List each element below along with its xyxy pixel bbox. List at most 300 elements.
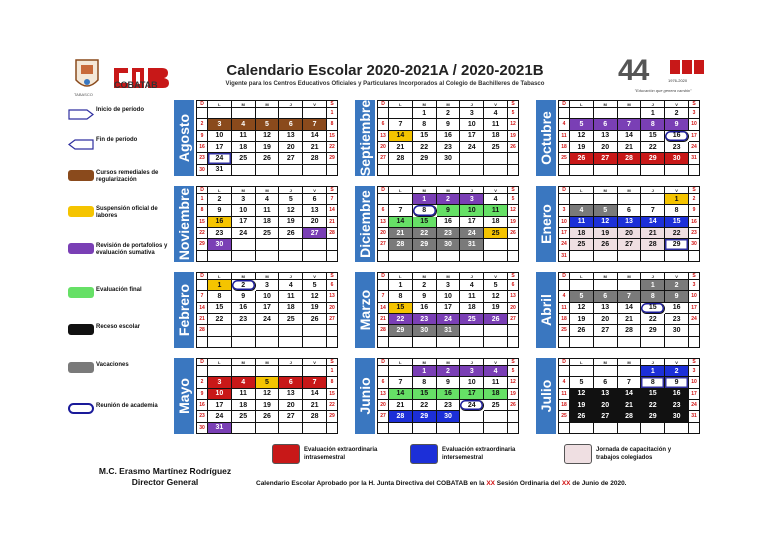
day-cell: 25 <box>484 228 508 239</box>
day-cell: 5 <box>484 280 508 291</box>
day-cell: 9 <box>437 377 461 388</box>
day-cell <box>279 108 303 119</box>
day-cell: 30 <box>665 153 689 164</box>
month-grid <box>196 272 338 348</box>
day-cell: 2 <box>437 108 461 119</box>
day-cell: 5 <box>570 119 594 130</box>
day-cell: 4 <box>484 366 508 377</box>
day-cell: 29 <box>197 239 208 250</box>
day-cell: 21 <box>389 400 413 411</box>
day-cell: 27 <box>618 239 642 250</box>
day-cell: 28 <box>303 153 327 164</box>
weekday-header: J <box>641 359 665 366</box>
day-cell: 25 <box>232 411 256 422</box>
motto: "Educación que genera cambio" <box>634 88 692 93</box>
day-cell: 17 <box>689 131 700 142</box>
day-cell <box>208 108 232 119</box>
day-cell <box>594 423 618 434</box>
day-cell: 20 <box>303 217 327 228</box>
day-cell: 3 <box>437 280 461 291</box>
day-cell: 15 <box>208 303 232 314</box>
month-tab <box>536 186 556 262</box>
day-cell: 24 <box>460 142 484 153</box>
day-cell: 7 <box>618 119 642 130</box>
day-cell: 21 <box>378 314 389 325</box>
day-cell: 31 <box>208 423 232 434</box>
day-cell: 29 <box>665 239 689 250</box>
day-cell: 22 <box>327 400 338 411</box>
day-cell: 4 <box>256 194 280 205</box>
day-cell: 9 <box>437 119 461 130</box>
day-cell: 16 <box>437 389 461 400</box>
day-cell: 21 <box>389 228 413 239</box>
day-cell: 22 <box>413 142 437 153</box>
day-cell: 27 <box>378 153 389 164</box>
day-cell: 20 <box>508 303 519 314</box>
day-cell: 15 <box>327 389 338 400</box>
day-cell <box>378 194 389 205</box>
weekday-header: M <box>618 273 642 280</box>
day-cell: 29 <box>641 411 665 422</box>
weekday-header: L <box>389 273 413 280</box>
weekday-header: L <box>389 101 413 108</box>
day-cell: 3 <box>689 366 700 377</box>
day-cell: 19 <box>256 142 280 153</box>
day-cell: 17 <box>256 303 280 314</box>
day-cell: 5 <box>508 366 519 377</box>
weekday-header: D <box>378 101 389 108</box>
day-cell <box>389 366 413 377</box>
legend-swatch <box>410 444 438 464</box>
day-cell: 31 <box>460 239 484 250</box>
day-cell: 8 <box>413 205 437 216</box>
day-cell: 8 <box>413 119 437 130</box>
day-cell: 12 <box>570 303 594 314</box>
day-cell: 22 <box>197 228 208 239</box>
weekday-header: V <box>665 187 689 194</box>
day-cell: 27 <box>594 153 618 164</box>
day-cell: 11 <box>570 217 594 228</box>
legend-label: Evaluación extraordinaria intersemestral <box>442 447 516 461</box>
day-cell: 13 <box>508 291 519 302</box>
day-cell: 21 <box>618 142 642 153</box>
day-cell: 4 <box>484 194 508 205</box>
day-cell: 16 <box>665 389 689 400</box>
day-cell <box>508 153 519 164</box>
day-cell: 23 <box>437 228 461 239</box>
weekday-header: M <box>232 187 256 194</box>
day-cell: 21 <box>197 314 208 325</box>
day-cell <box>570 366 594 377</box>
weekday-header: J <box>641 101 665 108</box>
day-cell <box>618 194 642 205</box>
day-cell: 30 <box>437 411 461 422</box>
day-cell: 11 <box>232 389 256 400</box>
day-cell: 30 <box>665 325 689 336</box>
day-cell: 5 <box>256 119 280 130</box>
day-cell <box>327 337 338 348</box>
day-cell <box>327 325 338 336</box>
day-cell <box>327 165 338 176</box>
day-cell <box>508 411 519 422</box>
day-cell <box>232 423 256 434</box>
day-cell: 23 <box>665 400 689 411</box>
day-cell: 13 <box>279 389 303 400</box>
day-cell: 15 <box>641 303 665 314</box>
day-cell <box>460 251 484 262</box>
day-cell: 12 <box>508 205 519 216</box>
day-cell <box>484 337 508 348</box>
day-cell <box>484 165 508 176</box>
day-cell: 5 <box>256 377 280 388</box>
day-cell: 25 <box>484 400 508 411</box>
day-cell: 25 <box>570 239 594 250</box>
day-cell <box>594 165 618 176</box>
day-cell: 7 <box>327 194 338 205</box>
day-cell: 21 <box>303 142 327 153</box>
legend-label: Inicio de período <box>96 107 145 113</box>
day-cell <box>256 239 280 250</box>
day-cell <box>303 108 327 119</box>
day-cell <box>689 251 700 262</box>
day-cell: 12 <box>256 389 280 400</box>
day-cell <box>279 251 303 262</box>
day-cell: 7 <box>378 291 389 302</box>
day-cell <box>378 366 389 377</box>
day-cell: 24 <box>208 411 232 422</box>
day-cell: 19 <box>303 303 327 314</box>
day-cell: 10 <box>689 291 700 302</box>
day-cell: 9 <box>197 389 208 400</box>
day-cell: 31 <box>437 325 461 336</box>
day-cell: 9 <box>413 291 437 302</box>
day-cell: 11 <box>484 119 508 130</box>
weekday-header: M <box>594 101 618 108</box>
day-cell <box>378 165 389 176</box>
signature-block <box>70 466 260 487</box>
day-cell <box>559 423 570 434</box>
day-cell: 26 <box>594 239 618 250</box>
anniversary-number: 44 <box>618 54 648 87</box>
weekday-header: V <box>303 187 327 194</box>
weekday-header: J <box>460 359 484 366</box>
weekday-header: L <box>208 273 232 280</box>
day-cell: 23 <box>197 153 208 164</box>
day-cell: 21 <box>327 217 338 228</box>
day-cell <box>208 337 232 348</box>
day-cell: 13 <box>618 217 642 228</box>
weekday-header: S <box>327 187 338 194</box>
day-cell: 2 <box>232 280 256 291</box>
legend-swatch <box>68 206 94 217</box>
day-cell <box>484 423 508 434</box>
day-cell: 22 <box>327 142 338 153</box>
weekday-header: V <box>665 101 689 108</box>
day-cell: 2 <box>665 366 689 377</box>
weekday-header: S <box>327 359 338 366</box>
day-cell <box>594 108 618 119</box>
legend-label: Suspensión oficial de labores <box>96 206 158 219</box>
day-cell: 3 <box>256 280 280 291</box>
day-cell: 15 <box>413 217 437 228</box>
legend-label: Jornada de capacitación y trabajos colegiados <box>596 447 672 461</box>
day-cell <box>618 337 642 348</box>
day-cell <box>618 280 642 291</box>
day-cell: 16 <box>208 217 232 228</box>
day-cell: 27 <box>303 228 327 239</box>
month-name: Octubre <box>538 111 554 165</box>
day-cell <box>665 165 689 176</box>
weekday-header: M <box>437 187 461 194</box>
day-cell <box>389 423 413 434</box>
day-cell: 8 <box>413 377 437 388</box>
day-cell: 16 <box>197 400 208 411</box>
day-cell <box>256 337 280 348</box>
month-name: Septiembre <box>357 99 373 177</box>
day-cell: 28 <box>378 325 389 336</box>
day-cell: 27 <box>279 153 303 164</box>
weekday-header: S <box>689 101 700 108</box>
day-cell: 7 <box>618 291 642 302</box>
day-cell: 16 <box>665 303 689 314</box>
day-cell: 24 <box>437 314 461 325</box>
day-cell: 26 <box>570 153 594 164</box>
day-cell: 11 <box>559 303 570 314</box>
day-cell: 26 <box>508 400 519 411</box>
day-cell: 16 <box>437 217 461 228</box>
weekday-header: J <box>279 273 303 280</box>
header <box>0 0 768 100</box>
weekday-header: V <box>484 359 508 366</box>
day-cell <box>197 251 208 262</box>
day-cell: 27 <box>378 239 389 250</box>
day-cell: 17 <box>689 389 700 400</box>
approval-blank-session: XX <box>486 480 495 487</box>
weekday-header: S <box>508 187 519 194</box>
month-grid <box>377 358 519 434</box>
day-cell: 22 <box>641 314 665 325</box>
day-cell <box>484 153 508 164</box>
weekday-header: D <box>559 187 570 194</box>
day-cell: 3 <box>460 108 484 119</box>
day-cell: 16 <box>665 131 689 142</box>
day-cell: 26 <box>256 411 280 422</box>
month-marzo <box>355 272 519 348</box>
day-cell: 24 <box>460 228 484 239</box>
day-cell: 4 <box>232 377 256 388</box>
day-cell: 21 <box>618 400 642 411</box>
day-cell: 17 <box>460 131 484 142</box>
day-cell: 18 <box>484 389 508 400</box>
day-cell: 5 <box>570 291 594 302</box>
legend-label: Fin de período <box>96 137 138 143</box>
weekday-header: M <box>413 187 437 194</box>
day-cell <box>559 194 570 205</box>
weekday-header: L <box>208 359 232 366</box>
director-role: Director General <box>131 477 199 487</box>
day-cell: 20 <box>378 142 389 153</box>
day-cell: 6 <box>327 280 338 291</box>
day-cell: 9 <box>665 377 689 388</box>
day-cell: 1 <box>665 194 689 205</box>
day-cell <box>570 337 594 348</box>
day-cell: 14 <box>327 205 338 216</box>
weekday-header: M <box>618 187 642 194</box>
day-cell: 3 <box>208 119 232 130</box>
day-cell: 20 <box>327 303 338 314</box>
day-cell: 5 <box>570 377 594 388</box>
day-cell: 31 <box>559 251 570 262</box>
day-cell: 22 <box>413 400 437 411</box>
day-cell: 1 <box>197 194 208 205</box>
weekday-header: S <box>508 359 519 366</box>
weekday-header: V <box>484 187 508 194</box>
legend-label: Revisión de portafolios y evaluación sumativa <box>96 243 168 256</box>
day-cell <box>378 337 389 348</box>
day-cell: 12 <box>303 291 327 302</box>
day-cell: 14 <box>389 389 413 400</box>
day-cell: 23 <box>689 228 700 239</box>
day-cell: 10 <box>256 291 280 302</box>
day-cell: 7 <box>641 205 665 216</box>
month-febrero <box>174 272 338 348</box>
weekday-header: M <box>594 359 618 366</box>
weekday-header: M <box>594 187 618 194</box>
day-cell: 22 <box>208 314 232 325</box>
day-cell: 17 <box>689 303 700 314</box>
weekday-header: S <box>689 187 700 194</box>
day-cell <box>689 165 700 176</box>
day-cell: 13 <box>303 205 327 216</box>
day-cell: 22 <box>665 228 689 239</box>
day-cell <box>413 251 437 262</box>
day-cell <box>559 337 570 348</box>
day-cell: 13 <box>327 291 338 302</box>
weekday-header: M <box>256 273 280 280</box>
day-cell: 23 <box>413 314 437 325</box>
day-cell: 9 <box>437 205 461 216</box>
month-diciembre <box>355 186 519 262</box>
day-cell: 24 <box>559 239 570 250</box>
day-cell <box>641 251 665 262</box>
day-cell: 10 <box>208 389 232 400</box>
day-cell <box>197 366 208 377</box>
day-cell: 23 <box>437 400 461 411</box>
weekday-header: J <box>279 359 303 366</box>
day-cell: 25 <box>256 228 280 239</box>
day-cell <box>641 165 665 176</box>
month-tab <box>174 358 194 434</box>
day-cell: 1 <box>641 280 665 291</box>
day-cell <box>484 325 508 336</box>
day-cell: 10 <box>689 119 700 130</box>
day-cell: 7 <box>618 377 642 388</box>
approval-text-middle: Sesión Ordinaria del <box>495 480 562 487</box>
day-cell: 22 <box>413 228 437 239</box>
day-cell: 8 <box>327 377 338 388</box>
day-cell <box>327 251 338 262</box>
legend-label: Evaluación extraordinaria intrasemestral <box>304 447 378 461</box>
day-cell: 24 <box>689 400 700 411</box>
day-cell <box>197 108 208 119</box>
weekday-header: V <box>665 273 689 280</box>
legend-swatch <box>68 287 94 298</box>
day-cell: 14 <box>303 131 327 142</box>
day-cell <box>508 239 519 250</box>
day-cell: 22 <box>641 142 665 153</box>
month-tab <box>174 272 194 348</box>
legend-swatch <box>68 362 94 373</box>
weekday-header: D <box>197 101 208 108</box>
weekday-header: S <box>689 273 700 280</box>
day-cell: 23 <box>665 142 689 153</box>
day-cell <box>460 153 484 164</box>
day-cell: 7 <box>389 205 413 216</box>
day-cell: 5 <box>303 280 327 291</box>
day-cell: 12 <box>279 205 303 216</box>
day-cell: 29 <box>413 153 437 164</box>
day-cell <box>665 251 689 262</box>
day-cell: 11 <box>232 131 256 142</box>
month-name: Agosto <box>176 113 192 163</box>
day-cell: 6 <box>279 119 303 130</box>
day-cell <box>641 194 665 205</box>
day-cell <box>389 194 413 205</box>
day-cell: 8 <box>665 205 689 216</box>
day-cell: 18 <box>559 142 570 153</box>
day-cell: 28 <box>389 239 413 250</box>
day-cell: 8 <box>641 119 665 130</box>
day-cell: 26 <box>508 228 519 239</box>
day-cell <box>232 337 256 348</box>
weekday-header: J <box>460 187 484 194</box>
day-cell <box>413 337 437 348</box>
month-tab <box>536 100 556 176</box>
day-cell <box>570 251 594 262</box>
day-cell: 6 <box>303 194 327 205</box>
day-cell: 2 <box>197 377 208 388</box>
day-cell: 24 <box>208 153 232 164</box>
weekday-header: M <box>618 359 642 366</box>
day-cell <box>570 165 594 176</box>
page-subtitle: Vigente para los Centros Educativos Oficiales y Particulares Incorporados al Colegio de Bachilleres de Tabasco <box>225 81 545 87</box>
day-cell: 15 <box>641 389 665 400</box>
day-cell <box>618 251 642 262</box>
day-cell: 9 <box>665 291 689 302</box>
day-cell: 18 <box>570 228 594 239</box>
weekday-header: D <box>559 273 570 280</box>
day-cell: 12 <box>508 377 519 388</box>
day-cell <box>232 165 256 176</box>
day-cell: 14 <box>618 131 642 142</box>
day-cell: 1 <box>327 366 338 377</box>
day-cell: 30 <box>437 239 461 250</box>
director-name: M.C. Erasmo Martínez Rodríguez <box>98 466 232 476</box>
day-cell: 18 <box>460 303 484 314</box>
day-cell <box>594 251 618 262</box>
day-cell <box>389 337 413 348</box>
day-cell: 20 <box>618 228 642 239</box>
day-cell <box>327 423 338 434</box>
day-cell: 26 <box>279 228 303 239</box>
month-octubre <box>536 100 700 176</box>
day-cell <box>559 280 570 291</box>
day-cell <box>570 108 594 119</box>
day-cell <box>460 337 484 348</box>
month-julio <box>536 358 700 434</box>
weekday-header: D <box>378 273 389 280</box>
day-cell <box>232 251 256 262</box>
